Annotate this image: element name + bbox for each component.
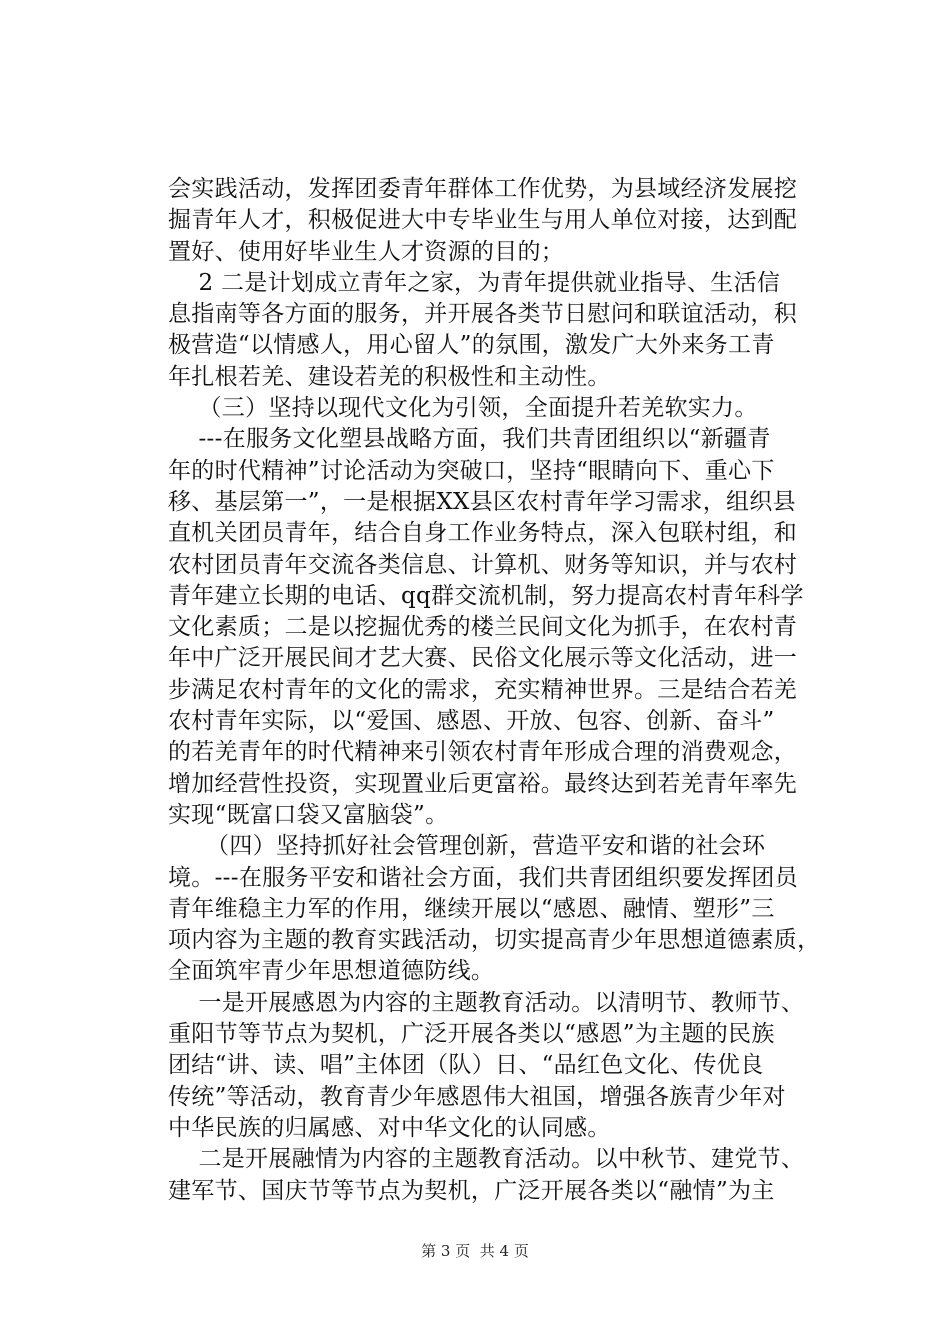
text-line: 年的时代精神”讨论活动为突破口，坚持“眼睛向下、重心下: [168, 457, 775, 484]
text-line: 传统”等活动，教育青少年感恩伟大祖国，增强各族青少年对: [168, 1083, 786, 1110]
text-line: 年中广泛开展民间才艺大赛、民俗文化展示等文化活动，进一: [168, 645, 798, 672]
text-line: 重阳节等节点为契机，广泛开展各类以“感恩”为主题的民族: [168, 1021, 775, 1048]
text-line: 息指南等各方面的服务，并开展各类节日慰问和联谊活动，积: [168, 301, 798, 328]
text-line: 文化素质；二是以挖掘优秀的楼兰民间文化为抓手，在农村青: [168, 614, 798, 641]
text-line: 直机关团员青年，结合自身工作业务特点，深入包联村组，和: [168, 520, 798, 547]
section-heading: （四）坚持抓好社会管理创新，营造平安和谐的社会环: [168, 833, 766, 860]
text-line: 的若羌青年的时代精神来引领农村青年形成合理的消费观念，: [168, 739, 798, 766]
text-line: 会实践活动，发挥团委青年群体工作优势，为县域经济发展挖: [168, 176, 798, 202]
document-body: [168, 174, 832, 1207]
text-line: 移、基层第一”，一是根据XX县区农村青年学习需求，组织县: [168, 488, 796, 515]
section-heading: （三）坚持以现代文化为引领，全面提升若羌软实力。: [168, 395, 758, 422]
text-line: 全面筑牢青少年思想道德防线。: [168, 958, 495, 985]
text-line: 项内容为主题的教育实践活动，切实提高青少年思想道德素质，: [168, 927, 821, 954]
text-line: 农村团员青年交流各类信息、计算机、财务等知识，并与农村: [168, 551, 798, 578]
text-line: ---在服务文化塑县战略方面，我们共青团组织以“新疆青: [168, 426, 771, 453]
text-line: 增加经营性投资，实现置业后更富裕。最终达到若羌青年率先: [168, 770, 798, 797]
text-line: 步满足农村青年的文化的需求，充实精神世界。三是结合若羌: [168, 676, 798, 703]
text-line: 建军节、国庆节等节点为契机，广泛开展各类以“融情”为主: [168, 1177, 775, 1204]
text-line: 中华民族的归属感、对中华文化的认同感。: [168, 1114, 611, 1141]
text-line: 置好、使用好毕业生人才资源的目的；: [168, 238, 565, 265]
text-line: 青年建立长期的电话、qq群交流机制，努力提高农村青年科学: [168, 582, 804, 609]
text-line: 掘青年人才，积极促进大中专毕业生与用人单位对接，达到配: [168, 207, 798, 234]
text-line: 一是开展感恩为内容的主题教育活动。以清明节、教师节、: [168, 989, 805, 1016]
text-line: 2 二是计划成立青年之家，为青年提供就业指导、生活信: [168, 269, 781, 296]
text-line: 极营造“以情感人，用心留人”的氛围，激发广大外来务工青: [168, 332, 775, 359]
text-line: 实现“既富口袋又富脑袋”。: [168, 801, 449, 828]
text-line: 二是开展融情为内容的主题教育活动。以中秋节、建党节、: [168, 1146, 805, 1173]
text-line: 年扎根若羌、建设若羌的积极性和主动性。: [168, 363, 611, 390]
text-line: 团结“讲、读、唱”主体团（队）日、“品红色文化、传优良: [168, 1052, 764, 1079]
text-line: 青年维稳主力军的作用，继续开展以“感恩、融情、塑形”三: [168, 895, 775, 922]
text-line: 境。---在服务平安和谐社会方面，我们共青团组织要发挥团员: [168, 864, 799, 891]
page-number-footer: 第 3 页 共 4 页: [421, 1242, 529, 1260]
text-line: 农村青年实际，以“爱国、感恩、开放、包容、创新、奋斗”: [168, 708, 775, 735]
